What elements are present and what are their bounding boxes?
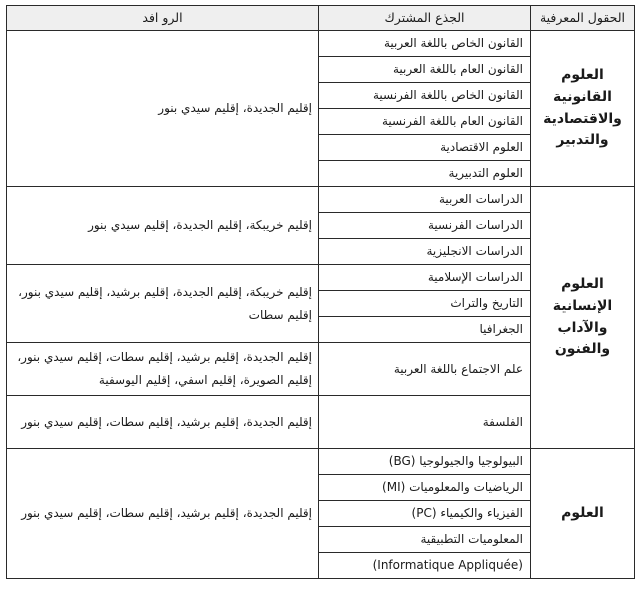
- trunk-cell: القانون العام باللغة الفرنسية: [319, 109, 531, 135]
- trunk-cell: الجغرافيا: [319, 317, 531, 343]
- trunk-cell: الدراسات العربية: [319, 187, 531, 213]
- trunk-cell: التاريخ والتراث: [319, 291, 531, 317]
- trunk-cell: المعلوميات التطبيقية: [319, 527, 531, 553]
- table-row: [7, 449, 635, 475]
- region-cell: إقليم الجديدة، إقليم سيدي بنور: [7, 31, 319, 187]
- header-fields: الحقول المعرفية: [531, 6, 635, 31]
- trunk-cell: الدراسات الانجليزية: [319, 239, 531, 265]
- fields-table: [6, 5, 635, 579]
- region-cell: إقليم خريبكة، إقليم الجديدة، إقليم برشيد، إقليم سيدي بنور، إقليم سطات: [7, 265, 319, 343]
- header-row: [7, 6, 635, 31]
- field-law-economics: العلوم القانونية والاقتصادية والتدبير: [531, 31, 635, 187]
- field-sciences: العلوم: [531, 449, 635, 579]
- region-cell: إقليم خريبكة، إقليم الجديدة، إقليم سيدي بنور: [7, 187, 319, 265]
- trunk-cell: العلوم التدبيرية: [319, 161, 531, 187]
- trunk-cell: العلوم الاقتصادية: [319, 135, 531, 161]
- trunk-cell: الرياضيات والمعلوميات (MI): [319, 475, 531, 501]
- trunk-cell: الفيزياء والكيمياء (PC): [319, 501, 531, 527]
- trunk-cell: الدراسات الفرنسية: [319, 213, 531, 239]
- trunk-cell: البيولوجيا والجيولوجيا (BG): [319, 449, 531, 475]
- trunk-cell: القانون العام باللغة العربية: [319, 57, 531, 83]
- trunk-cell: علم الاجتماع باللغة العربية: [319, 343, 531, 396]
- region-cell: إقليم الجديدة، إقليم برشيد، إقليم سطات، إقليم سيدي بنور: [7, 449, 319, 579]
- region-cell: إقليم الجديدة، إقليم برشيد، إقليم سطات، إقليم سيدي بنور: [7, 396, 319, 449]
- trunk-cell: الفلسفة: [319, 396, 531, 449]
- table-row: [7, 187, 635, 213]
- table-row: [7, 31, 635, 57]
- trunk-cell: (Informatique Appliquée): [319, 553, 531, 579]
- trunk-cell: القانون الخاص باللغة العربية: [319, 31, 531, 57]
- region-cell: إقليم الجديدة، إقليم برشيد، إقليم سطات، إقليم سيدي بنور، إقليم الصويرة، إقليم اسفي، إقليم اليوسفية: [7, 343, 319, 396]
- header-regions: الرو افد: [7, 6, 319, 31]
- field-humanities: العلوم الإنسانية والآداب والفنون: [531, 187, 635, 449]
- trunk-cell: الدراسات الإسلامية: [319, 265, 531, 291]
- trunk-cell: القانون الخاص باللغة الفرنسية: [319, 83, 531, 109]
- header-common-trunk: الجذع المشترك: [319, 6, 531, 31]
